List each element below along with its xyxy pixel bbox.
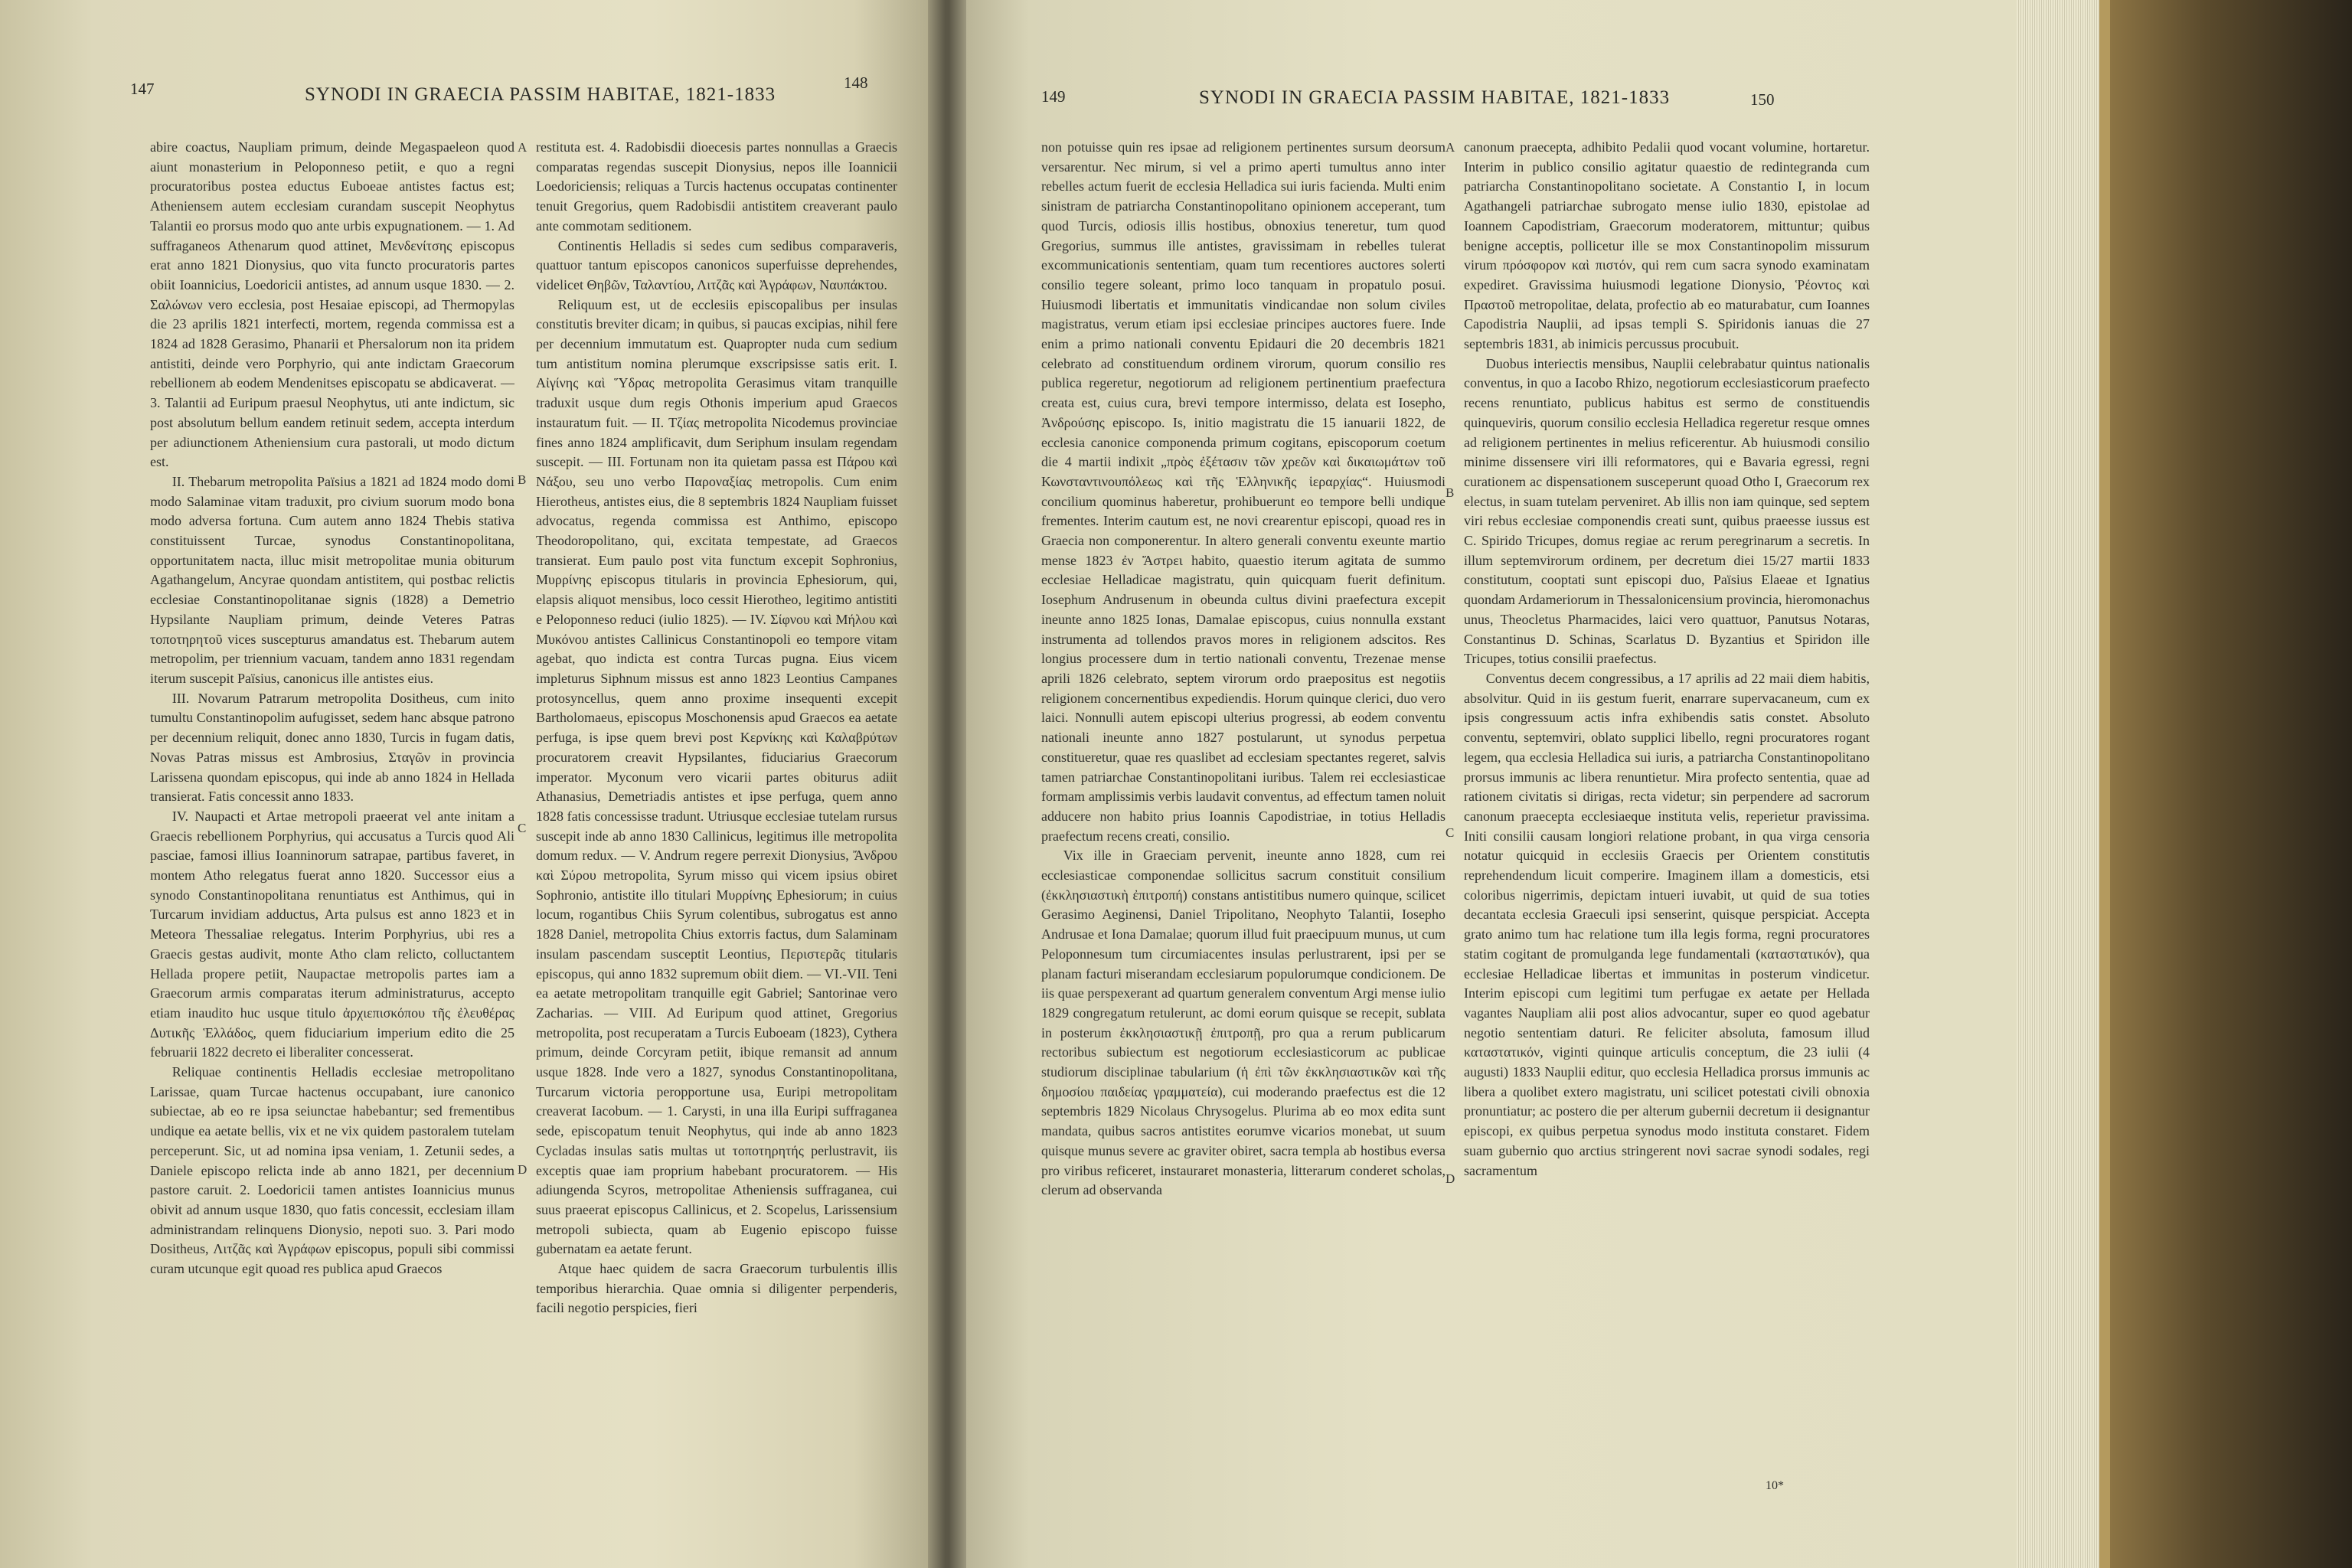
paragraph: IV. Naupacti et Artae metropoli praeerat vel ante initam a Graecis rebellionem Porphyrius, qui accusatus a Turcis quod Ali pasciae, famosi illius Ioanninorum satrapae, partibus faveret, in montem Atho relegatus fuerat anno 1820. Successor eius a synodo Constantinopolitana renuntiatus est Anthimus, qui in Turcarum invidiam adductus, Arta pulsus est anno 1823 et in Meteora Thessaliae relegatus. Interim Porphyrius, ubi res a Graecis gestas audivit, monte Atho clam relicto, colluctantem Hellada propere petiit, Naupactae metropolis partes iam a Graecorum armis comparatas iterum administraturus, accepto etiam inaudito huc usque titulo ἀρχιεπισκόπου τῆς ἐλευθέρας Δυτικῆς Ἑλλάδος, quem fiduciarium imperium edito die 25 februarii 1822 decreto ei liberaliter concesserat. [150,808,514,1060]
paragraph: Vix ille in Graeciam pervenit, ineunte anno 1828, cum rei ecclesiasticae componendae sollicitus sacrum constituit consilium (ἐκκλησιαστικὴ ἐπιτροπή) constans antistitibus numero quinque, scilicet Gerasimo Aeginensi, Daniel Tripolitano, Neophyto Talantii, Iosepho Andrusae et Iona Damalae; quorum illud fuit praecipuum munus, ut cum Peloponnesum tum circumiacentes insulas perlustrarent, ipsi per se planam facturi miserandam ecclesiarum populorumque condicionem. De iis quae perspexerant ad quartum generalem conventum Argi mense iulio 1829 congregatum retulerunt, ac domi eorum quisque se recepit, sublata in posterum ἐκκλησιαστικῇ ἐπιτροπῇ, pro qua a rerum publicarum rectoribus subiectum est negotiorum ecclesiasticorum ac publicae studiorum disciplinae tabularium (ἡ ἐπὶ τῶν ἐκκλησιαστικῶν καὶ τῆς δημοσίου παιδείας γραμματεία), cui moderando praefectus est die 12 septembris 1829 Nicolaus Chrysogelus. Plurima ab eo mox edita sunt mandata, quibus sacros antistites eorumve vicarios monebat, ut suum quisque munus severe ac graviter obiret, sacra templa ab hostibus eversa pro viribus reficeret, instauraret monasteria, litterarum conderet scholas, clerum ad observanda [1041,848,1446,1198]
paragraph: abire coactus, Naupliam primum, deinde Megaspaeleon quod aiunt monasterium in Peloponneso petiit, e quo a regni procuratoribus postea eductus Euboeae antistes factus est; Atheniensem autem ecclesiam curandam suscepit Neophytus Talantii eo prorsus modo quo ante urbis expugnationem. — 1. Ad suffraganeos Athenarum quod attinet, Μενδενίτσης episcopus erat anno 1821 Dionysius, quo vita functo procuratoris partes obiit Ioannicius, Loedoricii antistes, ad annum usque 1830. — 2. Σαλώνων vero ecclesia, post Hesaiae episcopi, ad Thermopylas die 23 aprilis 1821 interfecti, mortem, regenda commissa est a 1824 ad 1828 Gerasimo, Phanarii et Phersalorum non ita pridem antistiti, deinde vero Porphyrio, qui ante indictam Graecorum rebellionem ab eodem Mendenitses episcopatu se abdicaverat. — 3. Talantii ad Euripum praesul Neophytus, uti ante indictum, sic post absolutum bellum eandem retinuit sedem, accepta interdum per adiunctionem Atheniensium cura pastorali, ut modo dictum est. [150,139,514,470]
text-column-149 [1041,138,1446,1485]
column-number-right: 150 [1750,90,1775,109]
page-block-edges [2017,0,2099,1568]
margin-letter: B [518,472,527,487]
margin-letter: A [1446,140,1455,155]
left-book-page [0,0,928,1568]
margin-letter: B [1446,485,1455,500]
paragraph: non potuisse quin res ipsae ad religionem pertinentes sursum deorsum versarentur. Nec mirum, si vel a primo aperti tumultus anno inter rebelles actum fuerit de ecclesia Helladica sui iuris facienda. Multi enim sinistram de patriarcha Constantinopolitano opinionem acceperant, tum quod Turcis, odiosis illis hostibus, obnoxius teneretur, tum quod Gregorius, summus ille antistes, gravissimam in rebelles tulerat excommunicationis sententiam, quam tum recentiores auctores solerti consilio tegere soleant, primo loco tanquam in propatulo posui. Huiusmodi libertatis et immunitatis vindicandae non solum civiles magistratus, verum etiam ipsi ecclesiae principes auctores fuere. Inde enim a primo nationali conventu Epidauri die 20 decembris 1821 celebrato ad constituendum ordinem virorum, quorum consilio res publica regeretur, negotiorum ad religionem pertinentium praefectura creata est, cuius cura, brevi tempore intermisso, delata est Iosepho, Ἀνδρούσης episcopo. Is, initio magistratu die 15 ianuarii 1822, de ecclesia canonice componenda primum cogitans, episcoporum coetum die 4 martii indixit „πρὸς ἐξέτασιν τῶν χρεῶν καὶ δικαιωμάτων τοῦ Κωνσταντινουπόλεως καὶ τῆς Ἑλληνικῆς ἱεραρχίας“. Huiusmodi concilium quominus haberetur, prohibuerunt eo tempore belli undique frementes. Interim cautum est, ne novi crearentur episcopi, quoad res in Graecia non componerentur. In altero generali conventu exeunte martio mense 1823 ἐν Ἄστρει habito, quaestio iterum agitata de summo ecclesiae Helladicae magistratu, quin quicquam fuerit definitum. Iosephum Andrusenum in obeunda cultus divini praefectura excepit ineunte anno 1825 Ionas, Damalae episcopus, cuius nonnulla exstant instrumenta ad tollendos pravos mores in religionem adscitos. Res longius processere dum in tertio nationali conventu, Trezenae mense aprili 1826 celebrato, septem virorum ordo praepositus est negotiis religionem concernentibus expediendis. Horum quinque clerici, duo vero laici. Nonnulli autem episcopi ulterius progressi, ab eodem conventu nationali ineunte anno 1827 postularunt, ut synodus perpetua constitueretur, quae res quaslibet ad ecclesiam spectantes regeret, salvis tamen patriarchae Constantinopolitani iuribus. Talem rei ecclesiasticae formam amplissimis verbis laudavit conventus, ad effectum tamen noluit adducere non habito prius Ioannis Capodistriae, in totius Helladis praefectum recens creati, consilio. [1041,139,1446,844]
book-cover-edge [2099,0,2110,1568]
paragraph: Conventus decem congressibus, a 17 aprilis ad 22 maii diem habitis, absolvitur. Quid in iis gestum fuerit, enarrare supervacaneum, cum ex ipsis congressuum actis infra exhibendis satis constet. Absoluto conventu, septemviri, oblato supplici libello, regni procuratores rogant legem, qua ecclesia Helladica sui iuris, a patriarcha Constantinopolitano prorsus immunis ac libera renuntietur. Mira profecto sententia, quae ad rationem civitatis si dirigas, recta videtur; sin perpendere ad sacrorum canonum praecepta ecclesiaeque instituta velis, reperietur pravissima. Initi consilii causam longiori relatione probant, in qua virga censoria notatur quicquid in ecclesiis Graecis per Orientem constitutis reprehendendum licuit comperire. Imaginem illam a domesticis, etsi coloribus nigerrimis, depictam intueri iuvabit, ut quid de sua toties decantata ecclesia Graeculi ipsi senserint, quisque perspiciat. Accepta grato animo tum hac relatione tum illa legis forma, regni procuratores statim cogitant de promulganda lege fundamentali (καταστατικόν), qua ecclesiae Helladicae libertas et immunitas in posterum vindicetur. Interim episcopi cum legitimi tum perfugae ex aetate per Hellada vagantes Naupliam alii post alios advocantur, super eo quod agebatur negotio sententiam daturi. Re feliciter absoluta, famosum illud καταστατικόν, viginti quinque articulis conceptum, die 23 iulii (4 augusti) 1833 Nauplii editur, quo ecclesia Helladica prorsus immunis ac libera a quolibet extero magistratu, uni scilicet potestati civili obnoxia pronuntiatur; ac postero die per alterum gubernii decretum ii designantur episcopi, ex quibus perpetua synodus modo instituta constaret. Fidem suam gubernio quo arctius stringerent novi sacrae synodi sodales, regi sacramentum [1464,670,1870,1178]
paragraph: Duobus interiectis mensibus, Nauplii celebrabatur quintus nationalis conventus, in quo a Iacobo Rhizo, negotiorum ecclesiasticorum praefecto recens renuntiato, publicus habitus est sermo de constituendis quinqueviris, quorum consilio ecclesia Helladica regeretur resque omnes ad religionem pertinentes in melius reficerentur. Ab huiusmodi consilio minime dissensere viri illi reformatores, qui e Bavaria egressi, regni curationem ac dispensationem susceperunt quoad Otho I, Graecorum rex electus, in suam tutelam perveniret. Ab illis non iam quinque, sed septem viri rebus ecclesiae componendis creati sunt, quibus praeesse iussus est C. Spirido Tricupes, domus regiae ac rerum peregrinarum a secretis. In illum septemvirorum ordinem, per decretum diei 15/27 martii 1833 constitutum, cooptati sunt episcopi duo, Païsius Elaeae et Ignatius quondam Ardameriorum in Thessalonicensium provincia, hieromonachus unus, Theocletus Pharmacides, laici vero quattuor, Panutsus Notaras, Constantinus D. Schinas, Scarlatus D. Byzantius et Spiridon ille Tricupes, totius consilii praefectus. [1464,355,1870,667]
text-column-148 [536,138,897,1539]
text-column-150 [1464,138,1870,1485]
margin-letter: C [1446,825,1455,840]
running-head: SYNODI IN GRAECIA PASSIM HABITAE, 1821-1833 [305,84,776,105]
paragraph: restituta est. 4. Radobisdii dioecesis partes nonnullas a Graecis comparatas regendas suscepit Dionysius, nepos ille Ioannicii Loedoriciensis; reliquas a Turcis hactenus occupatas continenter tenuit Gregorius, quem Radobisdii antistitem creaverant paulo ante commotam seditionem. [536,139,897,234]
right-book-page [966,0,2017,1568]
margin-letter: A [518,140,528,155]
paragraph: Reliquum est, ut de ecclesiis episcopalibus per insulas constitutis breviter dicam; in quibus, si paucas excipias, nihil fere per decennium immutatum est. Quapropter nuda cum sedium tum antistitum nomina plerumque exscripsisse satis erit. I. Αἰγίνης καὶ Ὕδρας metropolita Gerasimus vitam tranquille traduxit usque dum regis Othonis imperium apud Graecos instauratum fuit. — II. Τζίας metropolita Nicodemus provinciae fines anno 1824 amplificavit, dum Seriphum insulam regendam suscepit. — III. Fortunam non ita quietam passa est Πάρου καὶ Νάξου, seu uno verbo Παροναξίας metropolis. Cum enim Hierotheus, antistes eius, die 8 septembris 1824 Naupliam fuisset advocatus, regenda commissa est Anthimo, episcopo Theodoropolitano, qui, excitata tempestate, ad Graecos transierat. Eum paulo post vita functum excepit Sophronius, Μυρρίνης episcopus titularis in provincia Ephesiorum, qui, elapsis aliquot mensibus, loco cessit Hierotheo, legitimo antistiti e Peloponneso reduci (iulio 1825). — IV. Σίφνου καὶ Μήλου καὶ Μυκόνου antistes Callinicus Constantinopoli eo tempore vitam agebat, quo indicta est contra Turcas pugna. Eius vicem impleturus Siphnum missus est anno 1823 Leontius Campanes protosyncellus, quem anno proxime insequenti excepit Bartholomaeus, episcopus Moschonensis apud Graecos ea aetate perfuga, is ipse quem brevi post Κερνίκης καὶ Καλαβρύτων procuratorem creavit Hypsilantes, fiduciarius Graecorum imperator. Myconum vero vicarii partes obiturus adiit Athanasius, Demetriadis antistes et ipse perfuga, quem anno 1828 fatis concessisse tradunt. Utriusque ecclesiae tutelam rursus suscepit inde ab anno 1830 Callinicus, legitimus ille metropolita domum redux. — V. Andrum regere perrexit Dionysius, Ἄνδρου καὶ Σύρου metropolita, Syrum misso qui vicem ipsius obiret Sophronio, antistite illo titulari Μυρρίνης Ephesiorum; in cuius locum, rogantibus Chiis Syrum colentibus, subrogatus est anno 1828 Daniel, metropolita Chius extorris factus, dum Salaminam insulam pascendam susceptit Leontius, Περιστερᾶς titularis episcopus, qui anno 1832 supremum obiit diem. — VI.-VII. Teni ea aetate metropolitam tranquille egit Gabriel; Santorinae vero Zacharias. — VIII. Ad Euripum quod attinet, Gregorius metropolita, post recuperatam a Turcis Euboeam (1823), Cythera primum, deinde Corcyram petiit, ibique remansit ad annum usque 1828. Inde vero a 1827, synodus Constantinopolitana, Turcarum victoria peropportune usa, Euripi metropolitam creaverat Iacobum. — 1. Carysti, in una illa Euripi suffraganea sede, episcopatum tenuit Neophytus, qui inde ab anno 1823 Cycladas insulas satis multas ut τοποτηρητής perlustravit, iis exceptis quae iam proprium habebant procuratorem. — His adiungenda Scyros, metropolitae Atheniensis suffraganea, cui suus praeerat episcopus Callinicus, et 2. Scopelus, Larissensium metropoli subiecta, quam ab Eugenio episcopo fuisse gubernatam ea aetate ferunt. [536,296,897,1257]
column-number-right: 148 [844,74,868,92]
margin-letter: D [1446,1171,1455,1186]
text-column-147 [150,138,514,1539]
column-number-left: 147 [130,80,155,98]
paragraph: Continentis Helladis si sedes cum sedibus comparaveris, quattuor tantum episcopos canonicos superfuisse deprehendes, videlicet Θηβῶν, Ταλαντίου, Λιτζᾶς καὶ Ἀγράφων, Ναυπάκτου. [536,237,897,292]
column-number-left: 149 [1041,87,1066,106]
paragraph: Atque haec quidem de sacra Graecorum turbulentis illis temporibus hierarchia. Quae omnia si diligenter perpenderis, facili negotio perspicies, fieri [536,1261,897,1316]
paragraph: II. Thebarum metropolita Païsius a 1821 ad 1824 modo domi modo Salaminae vitam traduxit, pro civium suorum modo bona modo adversa fortuna. Cum autem anno 1824 Thebis stativa constituissent Turcae, synodus Constantinopolitana, opportunitatem nacta, illuc misit metropolitae munia obiturum Agathangelum, Ancyrae quondam antistitem, qui postbac relictis ecclesiae Constantinopolitanae signis (1828) a Demetrio Hypsilante Naupliam primum, deinde Veteres Patras τοποτηρητοῦ vices suscepturus amandatus est. Thebarum autem metropolim, per triennium vacuam, tandem anno 1831 regendam iterum suscepit Païsius, canonicus ille antistes eius. [150,473,514,686]
margin-letter: C [518,821,527,835]
paragraph: Reliquae continentis Helladis ecclesiae metropolitano Larissae, quam Turcae hactenus occupabant, iure canonico subiectae, ab eo re ipsa seiunctae habebantur; sed frementibus undique ea aetate bellis, vix et ne vix quidem pastoralem tutelam perceperunt. Sic, ut ad nomina ipsa veniam, 1. Zetunii sedes, a Daniele episcopo relicta inde ab anno 1821, per decennium pastore caruit. 2. Loedoricii tamen antistes Ioannicius munus obivit ad annum usque 1830, quo fatis concessit, ecclesiam illam administrandam relinquens Dionysio, nepoti suo. 3. Pari modo Dositheus, Λιτζᾶς καὶ Ἀγράφων episcopus, populi sibi commissi curam utcunque egit quoad res publica apud Graecos [150,1064,514,1277]
signature-mark: 10* [1766,1479,1784,1492]
paragraph: canonum praecepta, adhibito Pedalii quod vocant volumine, hortaretur. Interim in publico consilio agitatur quaestio de redintegranda cum patriarcha Constantinopolitano societate. A Constantio I, in locum Agathangeli patriarchae subrogato mense iulio 1830, epistolae ad Ioannem Capodistriam, Graecorum moderatorem, mittuntur; quibus benigne acceptis, pollicetur ille se mox Constantinopolim missurum virum πρόσφορον καὶ πιστόν, qui rem cum sacra synodo examinatam expediret. Gravissima huiusmodi legatione Dionysio, Ῥέοντος καὶ Πραστοῦ metropolitae, delata, profectio ab eo maturabatur, cum Ioannes Capodistria Nauplii, ad ipsas templi S. Spiridonis ianuas die 27 septembris 1831, ab inimicis percussus procubuit. [1464,139,1870,352]
book-gutter [928,0,966,1568]
background-surface [2110,0,2352,1568]
margin-letter: D [518,1162,528,1177]
running-head: SYNODI IN GRAECIA PASSIM HABITAE, 1821-1833 [1199,87,1671,108]
paragraph: III. Novarum Patrarum metropolita Dositheus, cum inito tumultu Constantinopolim aufugisset, sedem hanc absque patrono per decennium reliquit, donec anno 1830, Turcis in fugam datis, Novas Patras missus est Ambrosius, Σταγῶν in provincia Larissena quondam episcopus, qui inde ab anno 1824 in Hellada transierat. Fatis concessit anno 1833. [150,690,514,805]
